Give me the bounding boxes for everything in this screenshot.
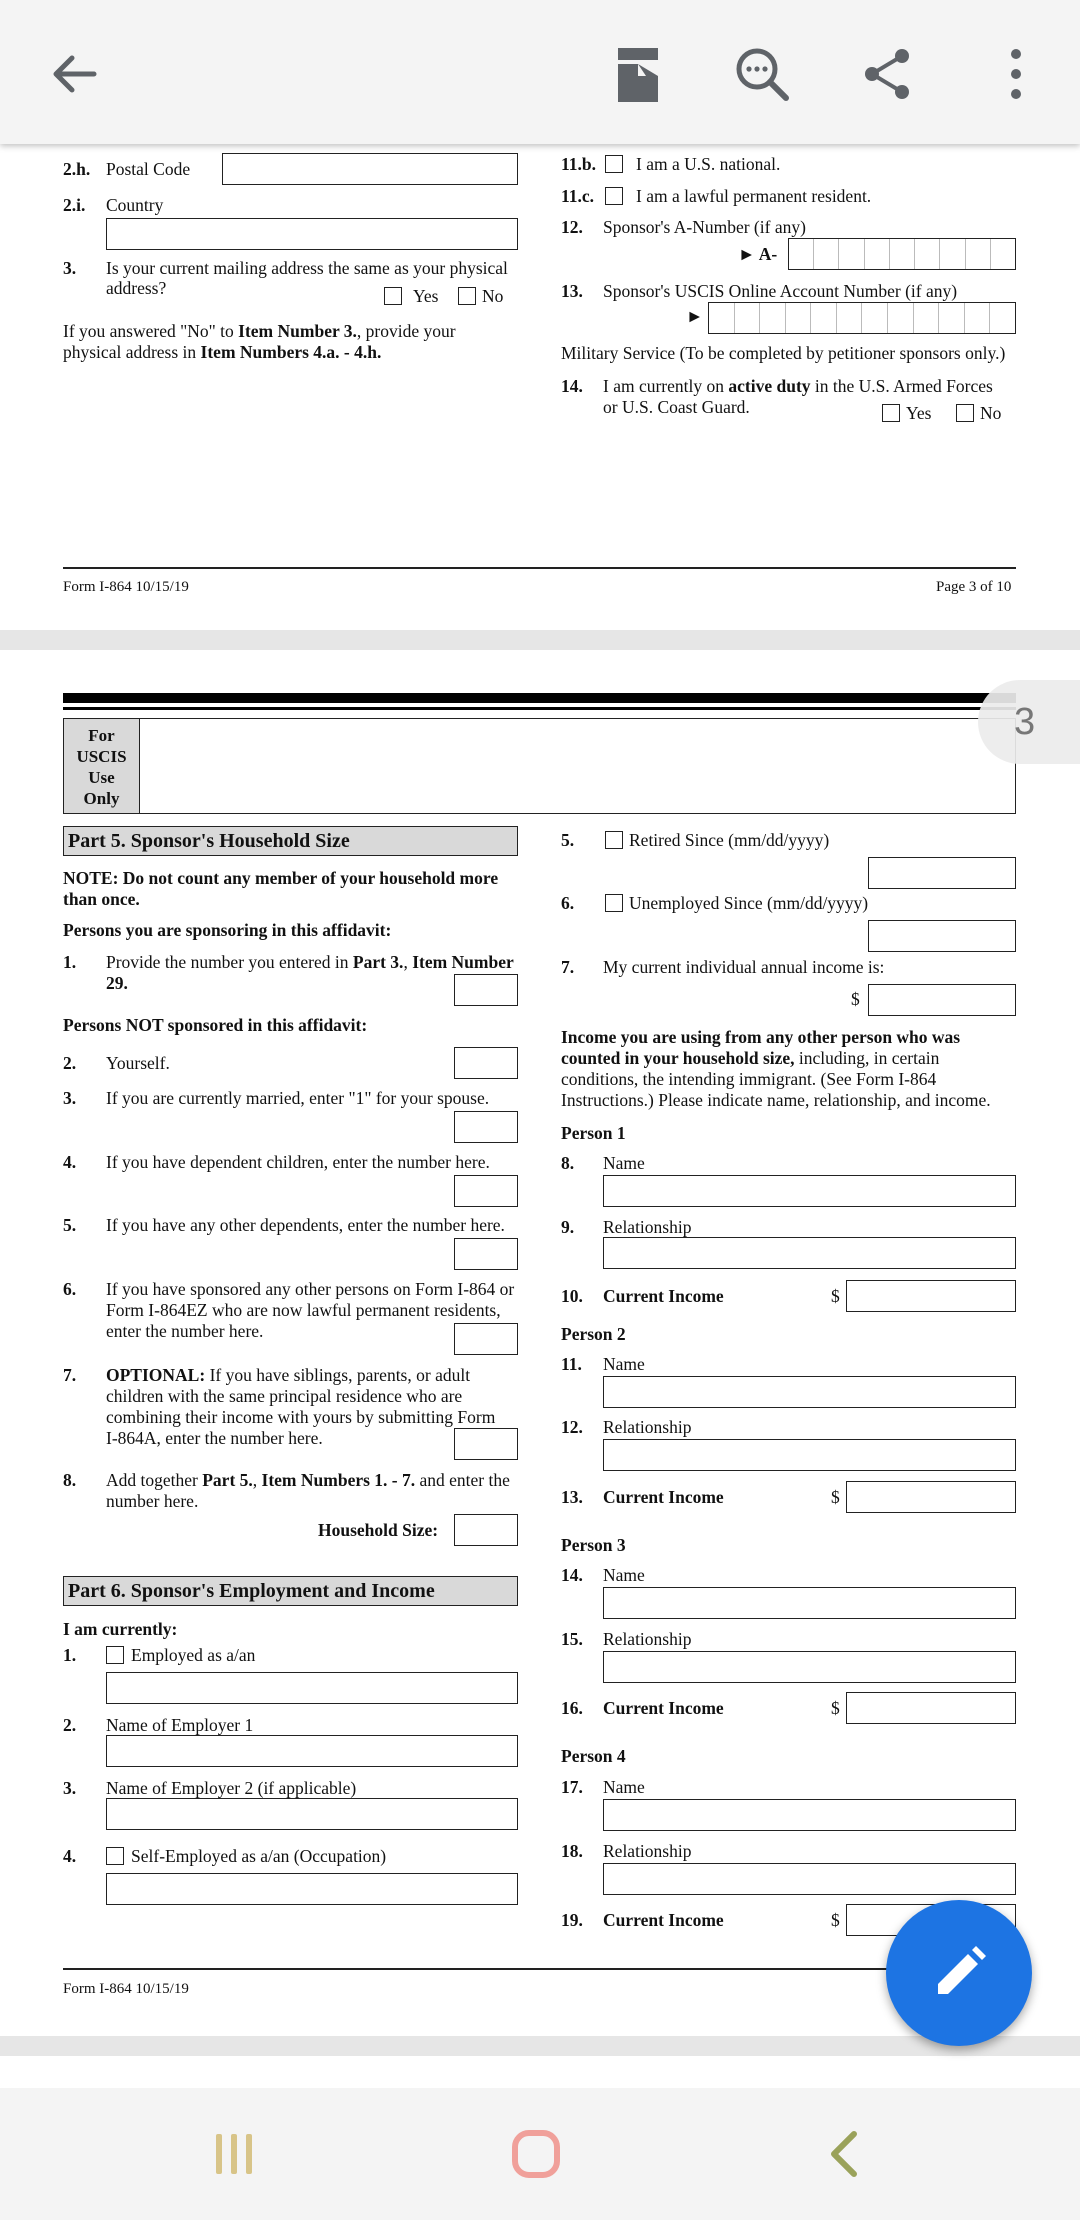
currently-label: I am currently: bbox=[63, 1619, 178, 1639]
current-income-label: Current Income bbox=[603, 1286, 724, 1306]
active-duty-question: or U.S. Coast Guard. bbox=[603, 397, 750, 417]
person2-relationship-field[interactable] bbox=[603, 1439, 1016, 1471]
question-text: If you have sponsored any other persons on Form I-864 or bbox=[106, 1279, 515, 1299]
part6-heading: Part 6. Sponsor's Employment and Income bbox=[63, 1576, 518, 1606]
income-instructions: conditions, the intending immigrant. (See Form I-864 bbox=[561, 1069, 937, 1089]
person-header: Person 4 bbox=[561, 1746, 626, 1766]
employed-checkbox[interactable] bbox=[106, 1646, 124, 1664]
relationship-label: Relationship bbox=[603, 1629, 692, 1649]
current-income-label: Current Income bbox=[603, 1698, 724, 1718]
header-bar bbox=[63, 693, 1016, 703]
instruction-text: physical address in Item Numbers 4.a. - 4.h. bbox=[63, 342, 382, 362]
question-text: address? bbox=[106, 278, 167, 298]
name-label: Name bbox=[603, 1565, 645, 1585]
home-icon[interactable] bbox=[510, 2128, 562, 2180]
person1-relationship-field[interactable] bbox=[603, 1237, 1016, 1269]
question-text: Is your current mailing address the same as your physical bbox=[106, 258, 508, 278]
uscis-account-label: Sponsor's USCIS Online Account Number (if any) bbox=[603, 281, 958, 301]
yes-label: Yes bbox=[413, 286, 439, 306]
item-number: 12. bbox=[561, 217, 583, 237]
document-page-4 bbox=[0, 650, 1080, 2036]
question-text: Yourself. bbox=[106, 1053, 170, 1073]
item-number: 12. bbox=[561, 1417, 583, 1437]
employer2-label: Name of Employer 2 (if applicable) bbox=[106, 1778, 357, 1798]
person-header: Person 2 bbox=[561, 1324, 626, 1344]
question-text: OPTIONAL: If you have siblings, parents, or adult bbox=[106, 1365, 471, 1385]
item-number: 3. bbox=[63, 1778, 77, 1798]
income-instructions: counted in your household size, including, in certain bbox=[561, 1048, 940, 1068]
income-instructions: Instructions.) Please indicate name, relationship, and income. bbox=[561, 1090, 991, 1110]
employer2-field[interactable] bbox=[106, 1798, 518, 1830]
us-national-checkbox[interactable] bbox=[605, 155, 623, 173]
form-footer: Form I-864 10/15/19 bbox=[63, 1981, 189, 1997]
dollar-sign: $ bbox=[831, 1910, 840, 1930]
relationship-label: Relationship bbox=[603, 1417, 692, 1437]
form-footer: Form I-864 10/15/19 bbox=[63, 579, 189, 595]
household-size-label: Household Size: bbox=[318, 1520, 439, 1540]
sponsored-count-field[interactable] bbox=[454, 974, 518, 1006]
item-number: 8. bbox=[63, 1470, 77, 1490]
no-label: No bbox=[980, 403, 1002, 423]
bookmark-icon[interactable] bbox=[596, 32, 680, 116]
employed-as-field[interactable] bbox=[106, 1672, 518, 1704]
sponsored-others-field[interactable] bbox=[454, 1323, 518, 1355]
military-service-heading: Military Service (To be completed by petitioner sponsors only.) bbox=[561, 343, 1006, 363]
uscis-use-box bbox=[63, 718, 1016, 814]
item-number: 18. bbox=[561, 1841, 583, 1861]
item-number: 3. bbox=[63, 258, 77, 278]
item-number: 2.i. bbox=[63, 195, 86, 215]
back-arrow-icon[interactable] bbox=[32, 32, 116, 116]
item-number: 8. bbox=[561, 1153, 575, 1173]
question-text: children with the same principal residence who are bbox=[106, 1386, 463, 1406]
person4-name-field[interactable] bbox=[603, 1799, 1016, 1831]
item-number: 14. bbox=[561, 1565, 583, 1585]
yes-label: Yes bbox=[906, 403, 932, 423]
item-number: 19. bbox=[561, 1910, 583, 1930]
question-text: Provide the number you entered in Part 3., Item Number bbox=[106, 952, 514, 972]
active-duty-question: I am currently on active duty in the U.S. Armed Forces bbox=[603, 376, 993, 396]
country-label: Country bbox=[106, 195, 164, 215]
postal-code-field[interactable] bbox=[222, 153, 518, 185]
lpr-checkbox[interactable] bbox=[605, 187, 623, 205]
item-number: 11. bbox=[561, 1354, 582, 1374]
us-national-label: I am a U.S. national. bbox=[636, 154, 781, 174]
item-number: 15. bbox=[561, 1629, 583, 1649]
arrow-marker: ► bbox=[686, 306, 704, 326]
person-header: Person 3 bbox=[561, 1535, 626, 1555]
person3-relationship-field[interactable] bbox=[603, 1651, 1016, 1683]
footer-rule bbox=[63, 1968, 1016, 1970]
employed-label: Employed as a/an bbox=[131, 1645, 256, 1665]
item-number: 5. bbox=[63, 1215, 77, 1235]
item-number: 7. bbox=[63, 1365, 77, 1385]
yes-checkbox[interactable] bbox=[882, 404, 900, 422]
other-dependents-field[interactable] bbox=[454, 1238, 518, 1270]
country-field[interactable] bbox=[106, 218, 518, 250]
item-number: 1. bbox=[63, 952, 77, 972]
item-number: 17. bbox=[561, 1777, 583, 1797]
question-text: Add together Part 5., Item Numbers 1. - 7. and enter the bbox=[106, 1470, 510, 1490]
question-text: If you have any other dependents, enter the number here. bbox=[106, 1215, 505, 1235]
unemployed-checkbox[interactable] bbox=[605, 894, 623, 912]
person2-name-field[interactable] bbox=[603, 1376, 1016, 1408]
a-number-field[interactable] bbox=[788, 238, 1016, 270]
part5-heading: Part 5. Sponsor's Household Size bbox=[63, 826, 518, 856]
search-icon[interactable] bbox=[720, 32, 804, 116]
document-page-3 bbox=[0, 144, 1080, 630]
employer1-label: Name of Employer 1 bbox=[106, 1715, 254, 1735]
uscis-account-field[interactable] bbox=[708, 302, 1016, 334]
relationship-label: Relationship bbox=[603, 1841, 692, 1861]
no-checkbox[interactable] bbox=[458, 287, 476, 305]
footer-rule bbox=[63, 567, 1016, 569]
unemployed-date-field[interactable] bbox=[868, 920, 1016, 952]
item-number: 4. bbox=[63, 1846, 77, 1866]
dollar-sign: $ bbox=[831, 1286, 840, 1306]
item-number: 14. bbox=[561, 376, 583, 396]
person-header: Person 1 bbox=[561, 1123, 626, 1143]
name-label: Name bbox=[603, 1153, 645, 1173]
person2-income-field[interactable] bbox=[846, 1481, 1016, 1513]
no-checkbox[interactable] bbox=[956, 404, 974, 422]
self-employed-checkbox[interactable] bbox=[106, 1847, 124, 1865]
current-income-label: Current Income bbox=[603, 1487, 724, 1507]
person1-income-field[interactable] bbox=[846, 1280, 1016, 1312]
item-number: 6. bbox=[561, 893, 575, 913]
not-sponsored-header: Persons NOT sponsored in this affidavit: bbox=[63, 1015, 368, 1035]
postal-code-label: Postal Code bbox=[106, 159, 191, 179]
header-bar bbox=[63, 707, 1016, 710]
top-toolbar bbox=[0, 0, 1080, 144]
dollar-sign: $ bbox=[831, 1487, 840, 1507]
item-number: 2. bbox=[63, 1715, 77, 1735]
item-number: 13. bbox=[561, 281, 583, 301]
more-vert-icon[interactable] bbox=[974, 32, 1058, 116]
question-text: Form I-864EZ who are now lawful permanent residents, bbox=[106, 1300, 501, 1320]
question-text: If you have dependent children, enter the number here. bbox=[106, 1152, 490, 1172]
recents-icon[interactable] bbox=[210, 2130, 258, 2178]
retired-date-field[interactable] bbox=[868, 857, 1016, 889]
item-number: 11.c. bbox=[561, 186, 595, 206]
question-text: combining their income with yours by submitting Form bbox=[106, 1407, 496, 1427]
question-text: I-864A, enter the number here. bbox=[106, 1428, 323, 1448]
note-text: than once. bbox=[63, 889, 140, 909]
name-label: Name bbox=[603, 1354, 645, 1374]
item-number: 2.h. bbox=[63, 159, 91, 179]
item-number: 13. bbox=[561, 1487, 583, 1507]
retired-label: Retired Since (mm/dd/yyyy) bbox=[629, 830, 830, 850]
relationship-label: Relationship bbox=[603, 1217, 692, 1237]
item-number: 9. bbox=[561, 1217, 575, 1237]
income-instructions: Income you are using from any other person who was bbox=[561, 1027, 961, 1047]
name-label: Name bbox=[603, 1777, 645, 1797]
uscis-use-label: For USCIS Use Only bbox=[63, 718, 140, 814]
item-number: 1. bbox=[63, 1645, 77, 1665]
person1-name-field[interactable] bbox=[603, 1175, 1016, 1207]
a-number-label: Sponsor's A-Number (if any) bbox=[603, 217, 806, 237]
document-page-5-edge bbox=[0, 2056, 1080, 2088]
item-number: 11.b. bbox=[561, 154, 597, 174]
item-number: 2. bbox=[63, 1053, 77, 1073]
item-number: 16. bbox=[561, 1698, 583, 1718]
children-field[interactable] bbox=[454, 1175, 518, 1207]
no-label: No bbox=[482, 286, 504, 306]
share-icon[interactable] bbox=[846, 32, 930, 116]
question-text: If you are currently married, enter "1" for your spouse. bbox=[106, 1088, 490, 1108]
sponsoring-header: Persons you are sponsoring in this affidavit: bbox=[63, 920, 392, 940]
lpr-label: I am a lawful permanent resident. bbox=[636, 186, 872, 206]
person4-relationship-field[interactable] bbox=[603, 1863, 1016, 1895]
question-text: number here. bbox=[106, 1491, 199, 1511]
item-number: 4. bbox=[63, 1152, 77, 1172]
system-nav-bar bbox=[0, 2088, 1080, 2220]
person3-name-field[interactable] bbox=[603, 1587, 1016, 1619]
instruction-text: If you answered "No" to Item Number 3., provide your bbox=[63, 321, 456, 341]
dollar-sign: $ bbox=[851, 989, 860, 1009]
annual-income-field[interactable] bbox=[868, 984, 1016, 1016]
page-indicator: 3 bbox=[978, 680, 1080, 764]
spouse-field[interactable] bbox=[454, 1111, 518, 1143]
annual-income-label: My current individual annual income is: bbox=[603, 957, 885, 977]
optional-count-field[interactable] bbox=[454, 1428, 518, 1460]
item-number: 5. bbox=[561, 830, 575, 850]
item-number: 6. bbox=[63, 1279, 77, 1299]
back-nav-icon[interactable] bbox=[820, 2128, 872, 2180]
household-size-field[interactable] bbox=[454, 1514, 518, 1546]
yourself-field[interactable] bbox=[454, 1047, 518, 1079]
person3-income-field[interactable] bbox=[846, 1692, 1016, 1724]
occupation-field[interactable] bbox=[106, 1873, 518, 1905]
yes-checkbox[interactable] bbox=[384, 287, 402, 305]
item-number: 7. bbox=[561, 957, 575, 977]
item-number: 10. bbox=[561, 1286, 583, 1306]
employer1-field[interactable] bbox=[106, 1735, 518, 1767]
edit-button[interactable] bbox=[886, 1900, 1032, 2046]
page-number: Page 3 of 10 bbox=[936, 579, 1012, 595]
a-number-prefix: ► A- bbox=[738, 244, 778, 264]
self-employed-label: Self-Employed as a/an (Occupation) bbox=[131, 1846, 387, 1866]
unemployed-label: Unemployed Since (mm/dd/yyyy) bbox=[629, 893, 869, 913]
question-text: enter the number here. bbox=[106, 1321, 264, 1341]
dollar-sign: $ bbox=[831, 1698, 840, 1718]
note-text: NOTE: Do not count any member of your household more bbox=[63, 868, 499, 888]
current-income-label: Current Income bbox=[603, 1910, 724, 1930]
edit-pencil-icon bbox=[928, 1942, 990, 2004]
question-text: 29. bbox=[106, 973, 128, 993]
retired-checkbox[interactable] bbox=[605, 831, 623, 849]
item-number: 3. bbox=[63, 1088, 77, 1108]
